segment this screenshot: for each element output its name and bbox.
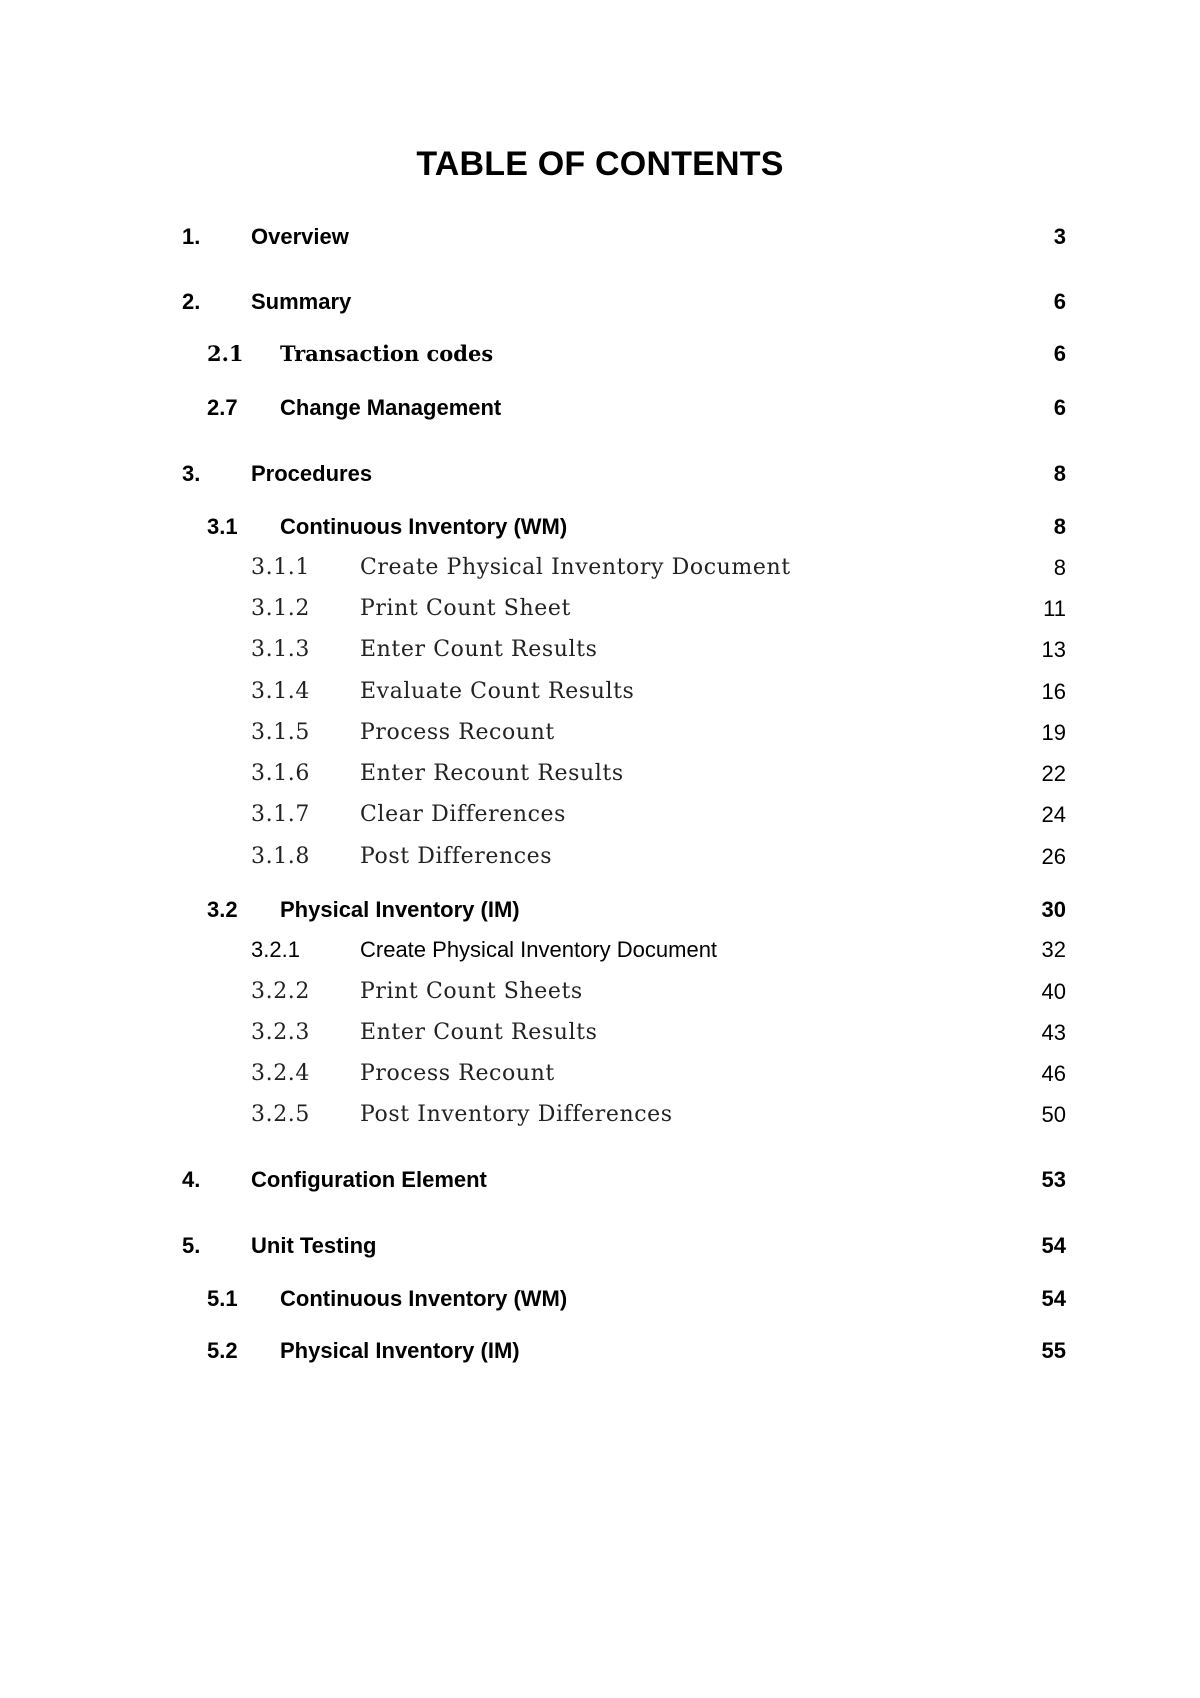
toc-entry-3-2-5[interactable] [0, 1098, 1200, 1132]
toc-entry-page: 19 [1041, 720, 1066, 745]
toc-entry-continuous-inventory-wm[interactable] [0, 510, 1200, 544]
toc-entry-page: 54 [1041, 1233, 1066, 1258]
toc-entry-page: 13 [1041, 637, 1066, 662]
toc-entry-page: 54 [1041, 1286, 1066, 1311]
toc-entry-page: 8 [1053, 555, 1066, 580]
toc-entry-3-1-4[interactable] [0, 675, 1200, 709]
toc-entry-number: 5. [182, 1233, 201, 1258]
toc-entry-label: Transaction codes [280, 341, 494, 366]
toc-entry-page: 8 [1053, 514, 1066, 539]
toc-entry-number: 3.2 [207, 897, 238, 922]
toc-entry-page: 24 [1041, 802, 1066, 827]
toc-entry-label: Summary [251, 289, 352, 314]
page-title: TABLE OF CONTENTS [416, 145, 784, 183]
toc-entry-3-2-3[interactable] [0, 1016, 1200, 1050]
toc-entry-page: 53 [1041, 1167, 1066, 1192]
toc-entry-label: Post Differences [360, 844, 553, 869]
toc-entry-unit-testing-im[interactable] [0, 1334, 1200, 1368]
toc-entry-label: Print Count Sheet [360, 596, 571, 621]
toc-entry-page: 40 [1041, 979, 1066, 1004]
toc-entry-page: 22 [1041, 761, 1066, 786]
toc-entry-unit-testing[interactable] [0, 1229, 1200, 1263]
toc-entry-label: Print Count Sheets [360, 979, 583, 1004]
toc-entry-number: 3. [182, 461, 201, 486]
toc-entry-3-1-8[interactable] [0, 840, 1200, 874]
toc-entry-label: Enter Recount Results [360, 761, 624, 786]
toc-entry-3-1-7[interactable] [0, 798, 1200, 832]
toc-entry-page: 46 [1041, 1061, 1066, 1086]
toc-entry-label: Clear Differences [360, 802, 567, 827]
toc-entry-unit-testing-wm[interactable] [0, 1282, 1200, 1316]
toc-entry-physical-inventory-im[interactable] [0, 893, 1200, 927]
toc-entry-label: Overview [251, 224, 349, 249]
toc-entry-page: 11 [1043, 596, 1066, 621]
toc-entry-number: 3.1 [207, 514, 238, 539]
toc-entry-label: Process Recount [360, 1061, 555, 1086]
toc-entry-number: 3.1.8 [251, 844, 310, 869]
toc-entry-summary[interactable] [0, 285, 1200, 319]
toc-entry-3-1-1[interactable] [0, 551, 1200, 585]
toc-entry-label: Physical Inventory (IM) [280, 897, 520, 922]
toc-entry-label: Create Physical Inventory Document [360, 555, 791, 580]
toc-entry-label: Unit Testing [251, 1233, 377, 1258]
toc-entry-3-1-6[interactable] [0, 757, 1200, 791]
toc-entry-label: Enter Count Results [360, 1020, 598, 1045]
toc-entry-page: 50 [1041, 1102, 1066, 1127]
toc-entry-number: 3.2.3 [251, 1020, 310, 1045]
toc-entry-overview[interactable] [0, 220, 1200, 254]
toc-entry-number: 3.1.5 [251, 720, 310, 745]
toc-entry-3-1-2[interactable] [0, 592, 1200, 626]
toc-entry-label: Create Physical Inventory Document [360, 937, 718, 962]
toc-entry-label: Change Management [280, 395, 502, 420]
toc-entry-number: 3.2.2 [251, 979, 310, 1004]
toc-entry-label: Enter Count Results [360, 637, 598, 662]
toc-entry-number: 2. [182, 289, 201, 314]
toc-entry-label: Process Recount [360, 720, 555, 745]
toc-entry-label: Continuous Inventory (WM) [280, 1286, 568, 1311]
toc-entry-number: 5.1 [207, 1286, 238, 1311]
toc-entry-label: Physical Inventory (IM) [280, 1338, 520, 1363]
toc-entry-page: 30 [1041, 897, 1066, 922]
toc-entry-page: 6 [1053, 341, 1066, 366]
toc-entry-configuration-element[interactable] [0, 1163, 1200, 1197]
toc-entry-number: 3.1.4 [251, 679, 310, 704]
toc-entry-number: 3.2.1 [251, 937, 300, 962]
toc-entry-number: 3.1.1 [251, 555, 310, 580]
toc-entry-number: 1. [182, 224, 201, 249]
toc-entry-3-2-2[interactable] [0, 975, 1200, 1009]
toc-entry-3-1-5[interactable] [0, 716, 1200, 750]
toc-entry-label: Post Inventory Differences [360, 1102, 673, 1127]
toc-entry-page: 16 [1041, 679, 1066, 704]
toc-entry-number: 5.2 [207, 1338, 238, 1363]
toc-entry-label: Configuration Element [251, 1167, 487, 1192]
toc-entry-number: 4. [182, 1167, 201, 1192]
toc-entry-change-management[interactable] [0, 391, 1200, 425]
toc-entry-page: 43 [1041, 1020, 1066, 1045]
toc-entry-3-1-3[interactable] [0, 633, 1200, 667]
toc-entry-page: 6 [1053, 289, 1066, 314]
toc-entry-number: 3.1.3 [251, 637, 310, 662]
toc-entry-label: Continuous Inventory (WM) [280, 514, 568, 539]
toc-entry-procedures[interactable] [0, 457, 1200, 491]
toc-entry-3-2-4[interactable] [0, 1057, 1200, 1091]
toc-entry-label: Evaluate Count Results [360, 679, 635, 704]
toc-entry-number: 3.1.2 [251, 596, 310, 621]
toc-entry-page: 6 [1053, 395, 1066, 420]
toc-entry-page: 32 [1041, 937, 1066, 962]
toc-entry-number: 3.1.6 [251, 761, 310, 786]
toc-entry-3-2-1[interactable] [0, 933, 1200, 967]
toc-entry-number: 2.7 [207, 395, 238, 420]
toc-entry-page: 26 [1041, 844, 1066, 869]
toc-entry-label: Procedures [251, 461, 373, 486]
toc-entry-number: 3.2.4 [251, 1061, 310, 1086]
toc-entry-transaction-codes[interactable] [0, 337, 1200, 371]
toc-entry-page: 3 [1053, 224, 1066, 249]
toc-entry-number: 3.1.7 [251, 802, 310, 827]
toc-entry-number: 3.2.5 [251, 1102, 310, 1127]
toc-entry-page: 55 [1041, 1338, 1066, 1363]
toc-entry-page: 8 [1053, 461, 1066, 486]
toc-entry-number: 2.1 [207, 341, 244, 366]
